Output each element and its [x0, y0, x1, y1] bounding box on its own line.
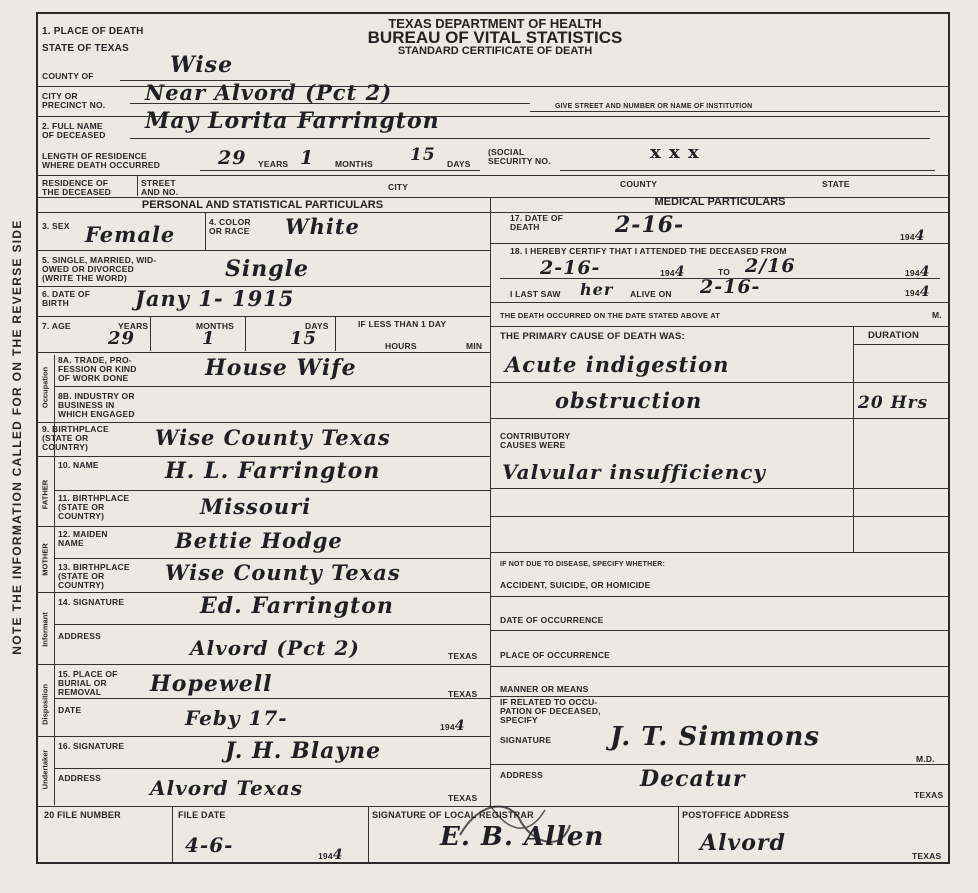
- father-name-value: H. L. Farrington: [165, 458, 381, 484]
- attended-from-year-digit: 4: [674, 264, 686, 280]
- birthplace-value: Wise County Texas: [155, 425, 391, 450]
- certificate-title: STANDARD CERTIFICATE OF DEATH: [397, 45, 593, 57]
- registrar-seal-scribble: [450, 795, 580, 865]
- informant-signature-value: Ed. Farrington: [200, 593, 394, 619]
- residence-years: 29: [218, 147, 247, 169]
- duration-value: 20 Hrs: [858, 393, 929, 413]
- physician-texas-label: TEXAS: [914, 790, 944, 800]
- burial-texas-label: TEXAS: [448, 689, 478, 699]
- birth-date-label: 6. DATE OF BIRTH: [42, 289, 91, 308]
- age-years-label: YEARS: [118, 321, 149, 331]
- last-saw-pronoun: her: [580, 280, 614, 299]
- attended-from-year: 1944: [660, 264, 686, 280]
- street-note: GIVE STREET AND NUMBER OR NAME OF INSTITUTION: [555, 103, 753, 110]
- burial-date-value: Feby 17-: [185, 706, 288, 730]
- burial-value: Hopewell: [150, 671, 273, 697]
- physician-signature-value: J. T. Simmons: [610, 722, 821, 752]
- social-security-label: (SOCIAL SECURITY NO.: [488, 147, 551, 166]
- mother-birthplace-value: Wise County Texas: [165, 560, 401, 585]
- residence-length-label: LENGTH OF RESIDENCE WHERE DEATH OCCURRED: [42, 151, 161, 170]
- date-occurrence-label: DATE OF OCCURRENCE: [500, 615, 604, 625]
- death-date-label: 17. DATE OF DEATH: [510, 213, 564, 232]
- city-value: Near Alvord (Pct 2): [145, 80, 393, 105]
- days-label: DAYS: [447, 159, 471, 169]
- to-label: TO: [718, 267, 731, 277]
- marital-label: 5. SINGLE, MARRIED, WID- OWED OR DIVORCED (WRITE THE WORD): [42, 255, 157, 283]
- medical-section-title: MEDICAL PARTICULARS: [654, 196, 786, 208]
- cause-line-1: Acute indigestion: [505, 352, 730, 377]
- personal-section-title: PERSONAL AND STATISTICAL PARTICULARS: [141, 199, 384, 211]
- residence-months: 1: [300, 147, 315, 169]
- age-years-value: 29: [108, 328, 136, 349]
- full-name-value: May Lorita Farrington: [145, 108, 440, 134]
- burial-date-label: DATE: [58, 705, 82, 715]
- alive-on-value: 2-16-: [700, 276, 761, 298]
- trade-value: House Wife: [205, 355, 357, 381]
- sex-label: 3. SEX: [42, 221, 70, 231]
- undertaker-address-label: ADDRESS: [58, 773, 101, 783]
- death-date-value: 2-16-: [615, 212, 685, 238]
- age-days-label: DAYS: [305, 321, 329, 331]
- physician-signature-label: SIGNATURE: [500, 735, 552, 745]
- bureau-title: BUREAU OF VITAL STATISTICS: [367, 28, 623, 47]
- residence-state-label: STATE: [822, 179, 850, 189]
- street-label: STREET AND NO.: [141, 178, 179, 197]
- birthplace-label: 9. BIRTHPLACE (STATE OR COUNTRY): [42, 424, 109, 452]
- alive-on-label: ALIVE ON: [630, 289, 672, 299]
- death-occurred-label: THE DEATH OCCURRED ON THE DATE STATED ABOVE AT: [500, 311, 721, 320]
- file-date-year-digit: 4: [332, 847, 344, 863]
- primary-cause-label: THE PRIMARY CAUSE OF DEATH WAS:: [500, 331, 685, 342]
- color-value: White: [285, 214, 360, 239]
- residence-days: 15: [410, 145, 436, 165]
- mother-birthplace-label: 13. BIRTHPLACE (STATE OR COUNTRY): [58, 562, 130, 590]
- undertaker-address-value: Alvord Texas: [150, 776, 304, 800]
- age-days-value: 15: [290, 328, 318, 349]
- alive-on-year-digit: 4: [919, 284, 931, 300]
- duration-label: DURATION: [868, 330, 920, 341]
- father-birthplace-value: Missouri: [200, 494, 312, 519]
- father-name-label: 10. NAME: [58, 460, 99, 470]
- place-occurrence-label: PLACE OF OCCURRENCE: [500, 650, 611, 660]
- mother-name-value: Bettie Hodge: [175, 528, 343, 553]
- death-year-digit: 4: [914, 228, 926, 244]
- md-label: M.D.: [916, 754, 935, 764]
- accident-label: ACCIDENT, SUICIDE, OR HOMICIDE: [500, 580, 651, 590]
- age-less-than-day-label: IF LESS THAN 1 DAY: [358, 319, 447, 329]
- file-number-label: 20 FILE NUMBER: [44, 810, 121, 820]
- physician-address-value: Decatur: [640, 766, 746, 792]
- m-label: M.: [932, 310, 942, 320]
- age-min-label: MIN: [466, 341, 483, 351]
- contributory-label: CONTRIBUTORY CAUSES WERE: [500, 431, 571, 450]
- informant-signature-label: 14. SIGNATURE: [58, 597, 125, 607]
- marital-value: Single: [225, 256, 309, 282]
- attended-to-value: 2/16: [745, 255, 796, 277]
- occupation-side-label: Occupation: [40, 366, 50, 409]
- informant-address-label: ADDRESS: [58, 631, 101, 641]
- father-side-label: FATHER: [40, 479, 50, 510]
- county-value: Wise: [170, 52, 234, 78]
- industry-label: 8B. INDUSTRY OR BUSINESS IN WHICH ENGAGED: [58, 391, 135, 419]
- attended-from-value: 2-16-: [540, 257, 601, 279]
- informant-address-value: Alvord (Pct 2): [190, 636, 360, 660]
- contributory-value: Valvular insufficiency: [502, 460, 767, 484]
- related-occupation-label: IF RELATED TO OCCU- PATION OF DECEASED, SPECIFY: [500, 697, 601, 725]
- residence-label: RESIDENCE OF THE DECEASED: [42, 178, 111, 197]
- department-title: TEXAS DEPARTMENT OF HEALTH: [388, 16, 602, 31]
- physician-address-label: ADDRESS: [500, 770, 543, 780]
- place-of-death-label: 1. PLACE OF DEATH: [42, 26, 144, 37]
- county-label: COUNTY OF: [42, 71, 94, 81]
- color-label: 4. COLOR OR RACE: [209, 217, 251, 236]
- months-label: MONTHS: [335, 159, 374, 169]
- residence-city-label: CITY: [388, 182, 409, 192]
- not-disease-label: IF NOT DUE TO DISEASE, SPECIFY WHETHER:: [500, 561, 666, 568]
- residence-county-label: COUNTY: [620, 179, 658, 189]
- file-date-value: 4-6-: [185, 833, 234, 857]
- undertaker-signature-value: J. H. Blayne: [225, 738, 382, 764]
- manner-label: MANNER OR MEANS: [500, 684, 589, 694]
- certify-label: 18. I HEREBY CERTIFY THAT I ATTENDED THE DECEASED FROM: [510, 246, 787, 256]
- registrar-value: E. B. Allen: [440, 822, 605, 852]
- file-date-label: FILE DATE: [178, 810, 226, 820]
- informant-texas-label: TEXAS: [448, 651, 478, 661]
- age-hours-label: HOURS: [385, 341, 417, 351]
- death-year-label: 1944: [900, 228, 926, 244]
- burial-year-label: 1944: [440, 718, 466, 734]
- postoffice-value: Alvord: [700, 830, 786, 856]
- state-label: STATE OF TEXAS: [42, 43, 129, 54]
- age-months-label: MONTHS: [196, 321, 235, 331]
- trade-label: 8A. TRADE, PRO- FESSION OR KIND OF WORK DONE: [58, 355, 137, 383]
- undertaker-signature-label: 16. SIGNATURE: [58, 741, 125, 751]
- father-birthplace-label: 11. BIRTHPLACE (STATE OR COUNTRY): [58, 493, 130, 521]
- file-date-year: 1944: [318, 847, 344, 863]
- full-name-label: 2. FULL NAME OF DECEASED: [42, 121, 106, 140]
- undertaker-side-label: Undertaker: [40, 749, 50, 790]
- cause-line-2: obstruction: [555, 388, 703, 413]
- attended-to-year: 1944: [905, 264, 931, 280]
- disposition-side-label: Disposition: [40, 684, 50, 725]
- mother-name-label: 12. MAIDEN NAME: [58, 529, 108, 548]
- burial-label: 15. PLACE OF BURIAL OR REMOVAL: [58, 669, 118, 697]
- social-security-value: x x x: [650, 142, 700, 163]
- attended-to-year-digit: 4: [919, 264, 931, 280]
- registrar-label: SIGNATURE OF LOCAL REGISTRAR: [372, 810, 534, 820]
- footer-texas-label: TEXAS: [912, 851, 942, 861]
- birth-date-value: Jany 1- 1915: [135, 286, 295, 311]
- burial-year-digit: 4: [454, 718, 466, 734]
- informant-side-label: Informant: [40, 612, 50, 647]
- undertaker-texas-label: TEXAS: [448, 793, 478, 803]
- years-label: YEARS: [258, 159, 289, 169]
- alive-on-year: 1944: [905, 284, 931, 300]
- age-label: 7. AGE: [42, 321, 71, 331]
- reverse-side-note: NOTE THE INFORMATION CALLED FOR ON THE REVERSE SIDE: [10, 219, 24, 655]
- last-saw-label: I LAST SAW: [510, 289, 561, 299]
- mother-side-label: MOTHER: [40, 543, 50, 576]
- postoffice-label: POSTOFFICE ADDRESS: [682, 810, 790, 820]
- sex-value: Female: [85, 222, 176, 247]
- age-months-value: 1: [202, 328, 216, 349]
- city-label: CITY OR PRECINCT NO.: [42, 91, 106, 110]
